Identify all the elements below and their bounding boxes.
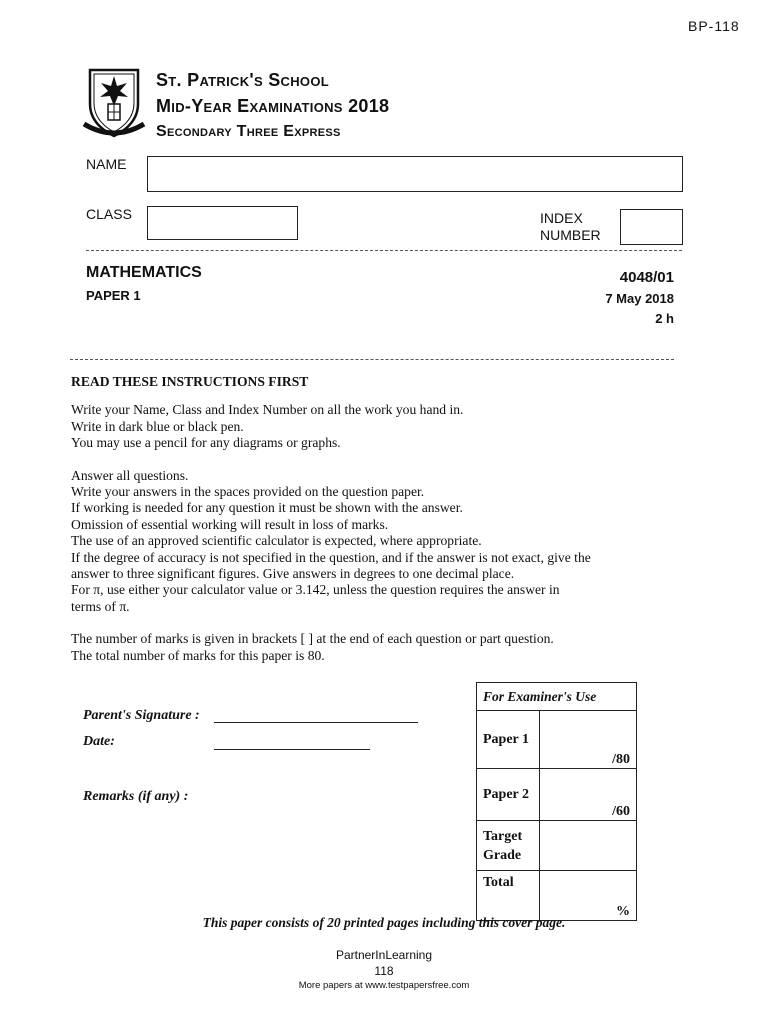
paper1-score-cell[interactable] — [540, 711, 637, 769]
divider — [70, 359, 674, 360]
footer-brand: PartnerInLearning — [335, 948, 433, 962]
footer-website: More papers at www.testpapersfree.com — [298, 980, 470, 991]
instruction-line: The number of marks is given in brackets [ ] at the end of each question or part question. — [71, 631, 554, 647]
paper-code: 4048/01 — [619, 269, 674, 286]
paper1-max-score: /80 — [612, 752, 630, 767]
instruction-line: If working is needed for any question it must be shown with the answer. — [71, 500, 463, 516]
total-row-label: Total — [477, 871, 540, 921]
instruction-line: The total number of marks for this paper is 80. — [71, 647, 325, 663]
paper2-row-label: Paper 2 — [477, 769, 540, 821]
instruction-line: For π, use either your calculator value or 3.142, unless the question requires the answer in — [71, 582, 560, 598]
subject-title: MATHEMATICS — [86, 264, 202, 281]
examiner-table-heading: For Examiner's Use — [477, 683, 637, 711]
remarks-label: Remarks (if any) : — [83, 789, 189, 804]
page-number: 118 — [374, 964, 394, 978]
paper1-row-label: Paper 1 — [477, 711, 540, 769]
date-line[interactable] — [214, 749, 370, 750]
index-number-label: INDEX NUMBER — [540, 210, 601, 243]
instruction-line: You may use a pencil for any diagrams or graphs. — [71, 435, 341, 451]
instruction-line: If the degree of accuracy is not specified in the question, and if the answer is not exact, give the — [71, 549, 591, 565]
level-title: Secondary Three Express — [156, 123, 341, 140]
target-grade-cell[interactable] — [540, 821, 637, 871]
paper2-max-score: /60 — [612, 804, 630, 819]
total-percent-cell[interactable] — [540, 871, 637, 921]
school-name: St. Patrick's School — [156, 70, 329, 90]
instructions — [71, 374, 681, 664]
paper2-score-cell[interactable] — [540, 769, 637, 821]
class-label: CLASS — [86, 206, 132, 222]
date-label: Date: — [83, 734, 115, 749]
name-input-box[interactable] — [147, 156, 683, 192]
instruction-line: Omission of essential working will result in loss of marks. — [71, 516, 389, 532]
parent-signature-label: Parent's Signature : — [83, 708, 200, 723]
target-grade-row-label: Target Grade — [477, 821, 540, 871]
instruction-line: Write your answers in the spaces provided on the question paper. — [71, 484, 425, 500]
paper-label: PAPER 1 — [86, 288, 141, 303]
school-header — [156, 67, 389, 145]
page-count-note: This paper consists of 20 printed pages including this cover page. — [202, 915, 566, 930]
school-crest-icon — [82, 66, 146, 140]
document-reference-code: BP-118 — [688, 18, 740, 34]
total-percent-sign: % — [616, 904, 630, 919]
name-label: NAME — [86, 156, 127, 172]
instruction-line: Write your Name, Class and Index Number on all the work you hand in. — [71, 402, 464, 418]
index-number-input-box[interactable] — [620, 209, 683, 245]
class-input-box[interactable] — [147, 206, 298, 240]
exam-title: Mid-Year Examinations 2018 — [156, 96, 390, 116]
exam-date: 7 May 2018 — [605, 291, 674, 306]
exam-duration: 2 h — [655, 311, 674, 326]
instruction-line: terms of π. — [71, 598, 130, 614]
instruction-line: Answer all questions. — [71, 467, 189, 483]
examiner-use-table — [476, 682, 637, 921]
instruction-line: The use of an approved scientific calculator is expected, where appropriate. — [71, 533, 482, 549]
instruction-line: answer to three significant figures. Give answers in degrees to one decimal place. — [71, 566, 515, 582]
divider — [86, 250, 682, 251]
parent-signature-line[interactable] — [214, 722, 418, 723]
instructions-heading: READ THESE INSTRUCTIONS FIRST — [71, 374, 309, 389]
instruction-line: Write in dark blue or black pen. — [71, 418, 244, 434]
